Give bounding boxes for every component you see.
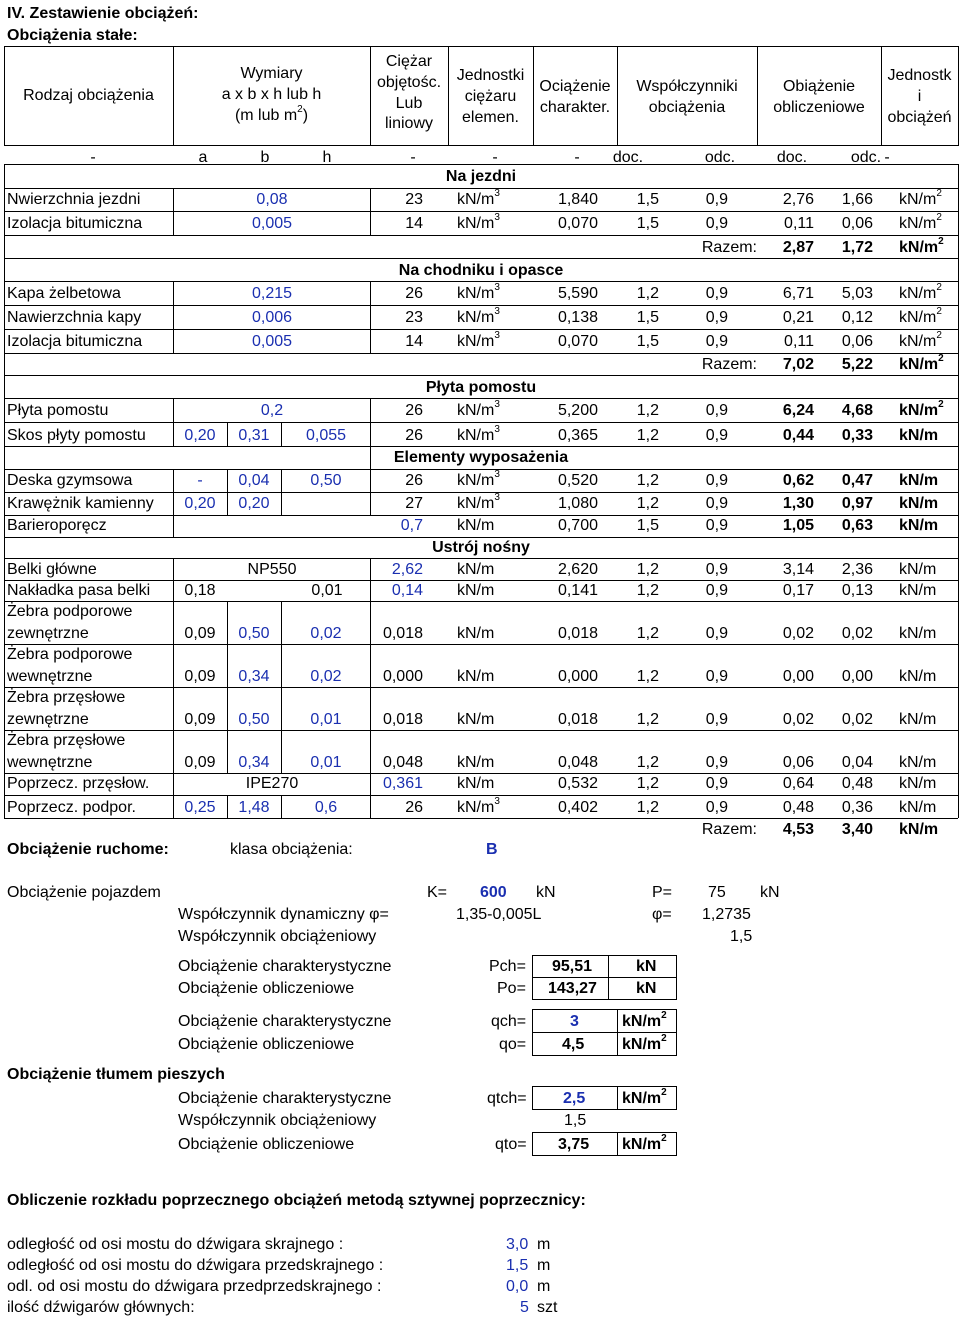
row-name: Żebra podporowe <box>7 603 133 620</box>
factor-odc: 0,9 <box>705 191 728 208</box>
sum-odc: 1,72 <box>841 239 873 256</box>
factor-doc: 1,2 <box>636 285 659 302</box>
qo-label: qo= <box>499 1036 527 1053</box>
dim-a: 0,09 <box>184 625 216 642</box>
dim-b: 0,34 <box>238 668 270 685</box>
dim-a: 0,25 <box>184 799 216 816</box>
unit-weight: 0,048 <box>382 754 423 771</box>
weight-unit: $kN/m^3$ <box>457 282 500 302</box>
dist-prepre-edge-label: odl. od osi mostu do dźwigara przedprzedskrajnego : <box>7 1278 382 1295</box>
load-unit: kN/m <box>899 775 937 792</box>
row-name: Poprzecz. przęsłow. <box>7 775 150 792</box>
pedestrian-load-label: Obciążenie tłumem pieszych <box>7 1066 225 1083</box>
weight-unit: kN/m <box>457 711 495 728</box>
unit-weight: 0,7 <box>400 517 423 534</box>
unit-weight: 26 <box>405 427 423 444</box>
design-load-odc: 0,00 <box>841 668 873 685</box>
subheader-2: b <box>260 149 270 166</box>
p-unit: kN <box>760 884 780 901</box>
factor-odc: 0,9 <box>705 754 728 771</box>
dim-b: IPE270 <box>245 775 299 792</box>
dim-h: 0,50 <box>310 472 342 489</box>
dim-a: 0,18 <box>184 582 216 599</box>
design-load-odc: 0,47 <box>841 472 873 489</box>
subheader-9: doc. <box>776 149 808 166</box>
row-name-2: zewnętrzne <box>7 711 89 728</box>
unit-weight: 0,018 <box>382 625 423 642</box>
row-name-2: wewnętrzne <box>7 668 93 685</box>
row-name: Krawężnik kamienny <box>7 495 154 512</box>
char-load: 0,138 <box>557 309 598 326</box>
design-load-doc: 0,62 <box>782 472 814 489</box>
factor-odc: 0,9 <box>705 427 728 444</box>
dist-edge-value: 3,0 <box>506 1236 529 1253</box>
header-unit-weight: Ciężar objętośc. Lub liniowy <box>376 53 442 133</box>
design-load-doc: 0,64 <box>782 775 814 792</box>
dim-b: 0,04 <box>238 472 270 489</box>
header-design-load: Obiążenie obliczeniowe <box>773 78 865 116</box>
dim-b: 0,005 <box>251 215 293 232</box>
dist-prepre-edge-unit: m <box>537 1278 551 1295</box>
design-load-odc: 0,63 <box>841 517 873 534</box>
section-plyta: Płyta pomostu <box>425 379 537 396</box>
section-elementy: Elementy wyposażenia <box>393 449 569 466</box>
dim-b: 0,20 <box>238 495 270 512</box>
unit-weight: 26 <box>405 799 423 816</box>
sum-odc: 5,22 <box>841 356 873 373</box>
design-load-doc: 0,17 <box>782 582 814 599</box>
row-name: Barieroporęcz <box>7 517 107 534</box>
char-load: 2,620 <box>557 561 598 578</box>
qto-value: 3,75 <box>558 1136 590 1153</box>
load-unit: kN/m <box>899 427 939 444</box>
sum-label: Razem: <box>701 239 757 256</box>
char-load: 0,402 <box>557 799 598 816</box>
unit-weight: 23 <box>405 191 423 208</box>
factor-doc: 1,2 <box>636 711 659 728</box>
dim-h: 0,01 <box>310 711 342 728</box>
po-label: Po= <box>497 980 526 997</box>
dim-b: 0,005 <box>251 333 293 350</box>
char-load-label-2: Obciążenie charakterystyczne <box>178 1013 392 1030</box>
dynamic-factor-formula: 1,35-0,005L <box>456 906 542 923</box>
char-load: 1,080 <box>557 495 598 512</box>
factor-doc: 1,2 <box>636 799 659 816</box>
po-unit: kN <box>636 980 657 997</box>
sum-label: Razem: <box>701 821 757 838</box>
row-name: Deska gzymsowa <box>7 472 133 489</box>
dynamic-factor-label: Współczynnik dynamiczny φ= <box>178 906 389 923</box>
unit-weight: 26 <box>405 402 423 419</box>
phi-label: φ= <box>652 906 672 923</box>
factor-doc: 1,2 <box>636 582 659 599</box>
unit-weight: 23 <box>405 309 423 326</box>
load-unit: $kN/m^2$ <box>899 330 942 350</box>
subheader-10: odc. <box>850 149 882 166</box>
sum-unit: kN/m <box>899 821 939 838</box>
row-name: Poprzecz. podpor. <box>7 799 136 816</box>
qo-unit: $kN/m^2$ <box>622 1033 667 1053</box>
unit-weight: 14 <box>405 333 423 350</box>
header-dimensions: Wymiary a x b x h lub h (m lub $m^2$) <box>221 65 322 124</box>
header-char-load: Ociążenie charakter. <box>539 78 611 116</box>
factor-doc: 1,2 <box>636 495 659 512</box>
weight-unit: kN/m <box>457 582 495 599</box>
design-load-doc: 1,30 <box>782 495 814 512</box>
load-unit: $kN/m^2$ <box>899 306 942 326</box>
weight-unit: $kN/m^3$ <box>457 424 500 444</box>
design-load-odc: 0,36 <box>841 799 873 816</box>
sum-doc: 7,02 <box>782 356 814 373</box>
pch-unit: kN <box>636 958 657 975</box>
design-load-label: Obciążenie obliczeniowe <box>178 980 355 997</box>
qch-value: 3 <box>570 1013 579 1030</box>
factor-odc: 0,9 <box>705 517 728 534</box>
dim-h: 0,055 <box>305 427 347 444</box>
factor-doc: 1,2 <box>636 472 659 489</box>
design-load-odc: 0,33 <box>841 427 873 444</box>
design-load-odc: 0,48 <box>841 775 873 792</box>
dim-b: 0,50 <box>238 625 270 642</box>
ped-factor-value: 1,5 <box>564 1112 587 1129</box>
qch-unit: $kN/m^2$ <box>622 1010 667 1030</box>
girder-count-label: ilość dźwigarów głównych: <box>7 1299 195 1316</box>
factor-doc: 1,2 <box>636 561 659 578</box>
distribution-title: Obliczenie rozkładu poprzecznego obciążeń metodą sztywnej poprzecznicy: <box>7 1192 586 1209</box>
section-jezdnia: Na jezdni <box>445 168 517 185</box>
factor-doc: 1,5 <box>636 191 659 208</box>
dist-prepre-edge-value: 0,0 <box>506 1278 529 1295</box>
unit-weight: 0,361 <box>382 775 423 792</box>
factor-odc: 0,9 <box>705 495 728 512</box>
girder-count-unit: szt <box>537 1299 558 1316</box>
load-class-value: B <box>486 841 498 858</box>
char-load: 0,532 <box>557 775 598 792</box>
design-load-odc: 5,03 <box>841 285 873 302</box>
p-value: 75 <box>708 884 726 901</box>
ped-factor-label: Współczynnik obciążeniowy <box>178 1112 377 1129</box>
dim-a: 0,09 <box>184 754 216 771</box>
dim-a: 0,20 <box>184 427 216 444</box>
factor-odc: 0,9 <box>705 668 728 685</box>
factor-odc: 0,9 <box>705 472 728 489</box>
char-load-label: Obciążenie charakterystyczne <box>178 958 392 975</box>
sum-doc: 4,53 <box>782 821 814 838</box>
design-load-odc: 4,68 <box>841 402 873 419</box>
subheader-8: odc. <box>704 149 736 166</box>
dim-h: 0,02 <box>310 625 342 642</box>
row-name: Żebra przęsłowe <box>7 732 126 749</box>
row-name: Kapa żelbetowa <box>7 285 121 302</box>
phi-value: 1,2735 <box>702 906 751 923</box>
design-load-label-2: Obciążenie obliczeniowe <box>178 1036 355 1053</box>
sum-unit: $kN/m^2$ <box>899 236 944 256</box>
factor-doc: 1,5 <box>636 215 659 232</box>
unit-weight: 0,14 <box>391 582 423 599</box>
dim-b: 1,48 <box>238 799 270 816</box>
dim-b: 0,215 <box>251 285 293 302</box>
weight-unit: kN/m <box>457 775 495 792</box>
subheader-3: h <box>322 149 332 166</box>
load-unit: kN/m <box>899 711 937 728</box>
factor-odc: 0,9 <box>705 582 728 599</box>
po-value: 143,27 <box>548 980 597 997</box>
dim-h: 0,6 <box>314 799 338 816</box>
load-unit: kN/m <box>899 668 937 685</box>
row-name: Izolacja bitumiczna <box>7 215 143 232</box>
dim-h: 0,01 <box>310 754 342 771</box>
subheader-1: a <box>198 149 208 166</box>
design-load-doc: 6,24 <box>782 402 814 419</box>
design-load-doc: 2,76 <box>782 191 814 208</box>
char-load: 0,018 <box>557 625 598 642</box>
char-load: 0,365 <box>557 427 598 444</box>
design-load-odc: 0,13 <box>841 582 873 599</box>
unit-weight: 26 <box>405 472 423 489</box>
dim-b: 0,50 <box>238 711 270 728</box>
design-load-odc: 0,06 <box>841 215 873 232</box>
factor-odc: 0,9 <box>705 711 728 728</box>
factor-doc: 1,5 <box>636 517 659 534</box>
factor-odc: 0,9 <box>705 309 728 326</box>
qtch-unit: $kN/m^2$ <box>622 1087 667 1107</box>
sum-odc: 3,40 <box>841 821 873 838</box>
design-load-doc: 0,02 <box>782 625 814 642</box>
factor-doc: 1,2 <box>636 668 659 685</box>
weight-unit: $kN/m^3$ <box>457 469 500 489</box>
load-unit: kN/m <box>899 582 937 599</box>
factor-doc: 1,2 <box>636 625 659 642</box>
unit-weight: 0,000 <box>382 668 423 685</box>
header-load-type: Rodzaj obciążenia <box>23 87 154 104</box>
ped-design-label: Obciążenie obliczeniowe <box>178 1136 355 1153</box>
weight-unit: $kN/m^3$ <box>457 330 500 350</box>
factor-doc: 1,5 <box>636 333 659 350</box>
design-load-odc: 0,06 <box>841 333 873 350</box>
load-unit: $kN/m^2$ <box>899 212 942 232</box>
unit-weight: 14 <box>405 215 423 232</box>
sum-label: Razem: <box>701 356 757 373</box>
factor-doc: 1,2 <box>636 754 659 771</box>
design-load-odc: 0,12 <box>841 309 873 326</box>
header-load-factors: Współczynniki obciążenia <box>636 78 738 116</box>
load-unit: $kN/m^2$ <box>899 399 944 419</box>
unit-weight: 2,62 <box>391 561 423 578</box>
row-name-2: wewnętrzne <box>7 754 93 771</box>
design-load-odc: 0,04 <box>841 754 873 771</box>
qtch-label: qtch= <box>487 1090 527 1107</box>
design-load-doc: 0,11 <box>784 333 814 350</box>
pch-value: 95,51 <box>552 958 593 975</box>
load-factor-value: 1,5 <box>730 928 753 945</box>
char-load: 5,200 <box>557 402 598 419</box>
dim-b: 0,34 <box>238 754 270 771</box>
dim-h: 0,02 <box>310 668 342 685</box>
weight-unit: kN/m <box>457 668 495 685</box>
design-load-odc: 2,36 <box>841 561 873 578</box>
dim-b: NP550 <box>247 561 297 578</box>
p-label: P= <box>652 884 673 901</box>
row-name: Żebra przęsłowe <box>7 689 126 706</box>
char-load: 5,590 <box>557 285 598 302</box>
row-name: Płyta pomostu <box>7 402 109 419</box>
subheader-6: - <box>574 149 580 166</box>
qtch-value: 2,5 <box>563 1090 586 1107</box>
dist-edge-label: odległość od osi mostu do dźwigara skrajnego : <box>7 1236 344 1253</box>
subheader-4: - <box>410 149 416 166</box>
weight-unit: $kN/m^3$ <box>457 796 500 816</box>
factor-odc: 0,9 <box>705 285 728 302</box>
dist-pre-edge-value: 1,5 <box>506 1257 529 1274</box>
factor-odc: 0,9 <box>705 799 728 816</box>
weight-unit: $kN/m^3$ <box>457 212 500 232</box>
load-unit: $kN/m^2$ <box>899 188 942 208</box>
factor-doc: 1,2 <box>636 402 659 419</box>
factor-odc: 0,9 <box>705 215 728 232</box>
dim-b: 0,08 <box>256 191 288 208</box>
char-load: 0,048 <box>557 754 598 771</box>
dim-a: - <box>197 472 203 489</box>
sum-unit: $kN/m^2$ <box>899 353 944 373</box>
section-ustroj: Ustrój nośny <box>432 539 530 556</box>
unit-weight: 26 <box>405 285 423 302</box>
row-name-2: zewnętrzne <box>7 625 89 642</box>
girder-count-value: 5 <box>520 1299 529 1316</box>
design-load-doc: 0,06 <box>782 754 814 771</box>
row-name: Żebra podporowe <box>7 646 133 663</box>
row-name: Skos płyty pomostu <box>7 427 146 444</box>
design-load-odc: 0,02 <box>841 625 873 642</box>
weight-unit: $kN/m^3$ <box>457 306 500 326</box>
weight-unit: $kN/m^3$ <box>457 399 500 419</box>
qo-value: 4,5 <box>562 1036 585 1053</box>
design-load-doc: 0,11 <box>784 215 814 232</box>
qto-label: qto= <box>495 1136 527 1153</box>
weight-unit: $kN/m^3$ <box>457 492 500 512</box>
load-unit: kN/m <box>899 561 937 578</box>
ped-char-label: Obciążenie charakterystyczne <box>178 1090 392 1107</box>
design-load-doc: 3,14 <box>782 561 814 578</box>
weight-unit: kN/m <box>457 754 495 771</box>
char-load: 0,000 <box>557 668 598 685</box>
live-load-label: Obciążenie ruchome: <box>7 841 169 858</box>
load-unit: kN/m <box>899 495 939 512</box>
row-name: Nawierzchnia kapy <box>7 309 142 326</box>
k-unit: kN <box>536 884 556 901</box>
char-load: 0,070 <box>557 333 598 350</box>
design-load-doc: 1,05 <box>782 517 814 534</box>
row-name: Izolacja bitumiczna <box>7 333 143 350</box>
sum-doc: 2,87 <box>782 239 814 256</box>
load-unit: kN/m <box>899 517 939 534</box>
subheader-7: doc. <box>612 149 644 166</box>
vehicle-load-label: Obciążenie pojazdem <box>7 884 161 901</box>
design-load-doc: 0,02 <box>782 711 814 728</box>
dim-a: 0,20 <box>184 495 216 512</box>
char-load: 0,070 <box>557 215 598 232</box>
char-load: 0,700 <box>557 517 598 534</box>
design-load-doc: 0,44 <box>782 427 814 444</box>
document-subtitle: Obciążenia stałe: <box>7 27 138 44</box>
document-title: IV. Zestawienie obciążeń: <box>7 5 199 22</box>
qch-label: qch= <box>491 1013 527 1030</box>
dist-pre-edge-unit: m <box>537 1257 551 1274</box>
dist-edge-unit: m <box>537 1236 551 1253</box>
design-load-doc: 0,21 <box>782 309 814 326</box>
weight-unit: $kN/m^3$ <box>457 188 500 208</box>
dim-b: 0,2 <box>260 402 284 419</box>
factor-odc: 0,9 <box>705 625 728 642</box>
char-load: 0,141 <box>557 582 598 599</box>
dim-b: 0,31 <box>238 427 270 444</box>
qto-unit: $kN/m^2$ <box>622 1133 667 1153</box>
row-name: Nwierzchnia jezdni <box>7 191 141 208</box>
dim-h: 0,01 <box>311 582 343 599</box>
char-load: 0,018 <box>557 711 598 728</box>
header-weight-units: Jednostki ciężaru elemen. <box>456 67 525 126</box>
load-unit: $kN/m^2$ <box>899 282 942 302</box>
load-unit: kN/m <box>899 799 937 816</box>
design-load-odc: 0,97 <box>841 495 873 512</box>
subheader-11: - <box>884 149 890 166</box>
dist-pre-edge-label: odległość od osi mostu do dźwigara przedskrajnego : <box>7 1257 384 1274</box>
dim-a: 0,09 <box>184 711 216 728</box>
design-load-odc: 1,66 <box>841 191 873 208</box>
row-name: Belki główne <box>7 561 97 578</box>
header-load-units: Jednostk i obciążeń <box>887 67 952 126</box>
factor-odc: 0,9 <box>705 775 728 792</box>
load-factor-label: Współczynnik obciążeniowy <box>178 928 377 945</box>
weight-unit: kN/m <box>457 517 495 534</box>
char-load: 1,840 <box>557 191 598 208</box>
design-load-doc: 0,00 <box>782 668 814 685</box>
subheader-0: - <box>90 149 96 166</box>
weight-unit: kN/m <box>457 625 495 642</box>
factor-odc: 0,9 <box>705 402 728 419</box>
factor-doc: 1,2 <box>636 775 659 792</box>
dim-a: 0,09 <box>184 668 216 685</box>
factor-odc: 0,9 <box>705 561 728 578</box>
section-chodnik: Na chodniku i opasce <box>398 262 564 279</box>
load-class-label: klasa obciążenia: <box>230 841 353 858</box>
k-value: 600 <box>480 884 507 901</box>
k-label: K= <box>427 884 448 901</box>
factor-doc: 1,2 <box>636 427 659 444</box>
weight-unit: kN/m <box>457 561 495 578</box>
design-load-doc: 0,48 <box>782 799 814 816</box>
dim-b: 0,006 <box>251 309 293 326</box>
load-unit: kN/m <box>899 625 937 642</box>
factor-doc: 1,5 <box>636 309 659 326</box>
subheader-5: - <box>492 149 498 166</box>
factor-odc: 0,9 <box>705 333 728 350</box>
unit-weight: 27 <box>405 495 423 512</box>
design-load-doc: 6,71 <box>782 285 814 302</box>
char-load: 0,520 <box>557 472 598 489</box>
row-name: Nakładka pasa belki <box>7 582 151 599</box>
load-unit: kN/m <box>899 472 939 489</box>
load-unit: kN/m <box>899 754 937 771</box>
design-load-odc: 0,02 <box>841 711 873 728</box>
unit-weight: 0,018 <box>382 711 423 728</box>
pch-label: Pch= <box>489 958 526 975</box>
